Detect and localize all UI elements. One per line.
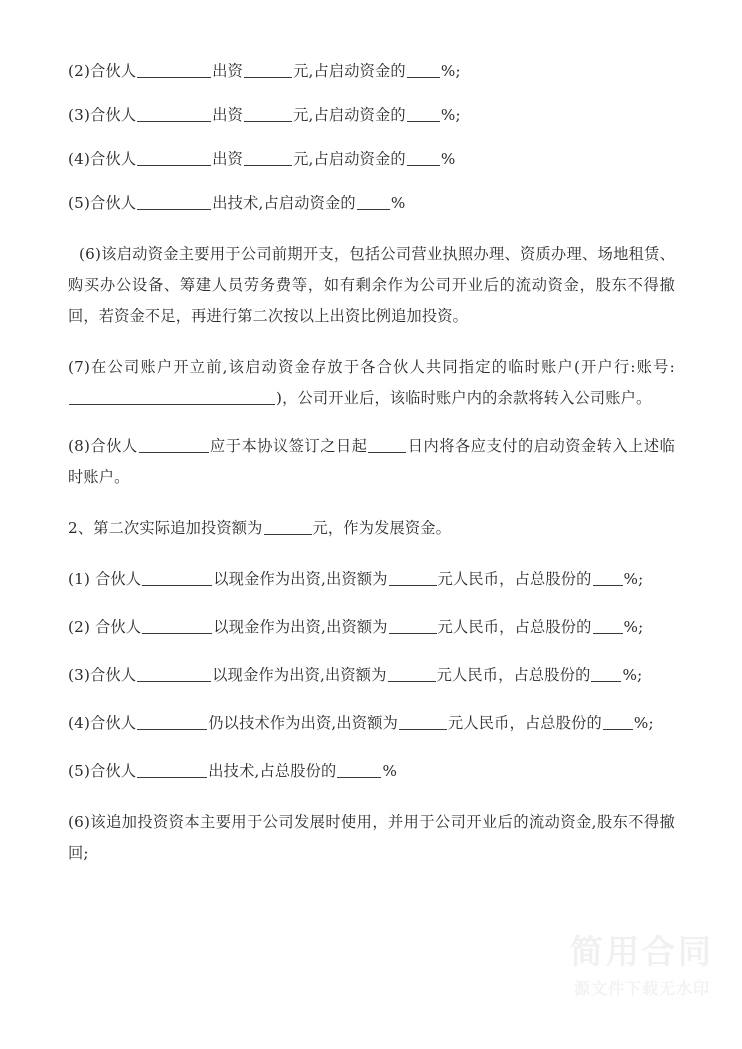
clause-text: %: [390, 194, 406, 212]
clause-item: [68, 612, 675, 643]
clause-marker: (4): [68, 714, 91, 732]
fill-blank-days[interactable]: [368, 437, 406, 453]
clause-text: 合伙人: [90, 666, 137, 684]
watermark-main-text: 简用合同: [570, 932, 714, 971]
clause-text: 以现金作为出资,出资额为: [213, 570, 388, 588]
clause-marker: (8): [68, 437, 91, 455]
clause-text: %;: [622, 666, 643, 684]
clause-text: 出技术,占总股份的: [208, 762, 337, 780]
clause-text: 合伙人: [90, 150, 137, 168]
clause-text: 元,占启动资金的: [293, 150, 406, 168]
clause-text: 元人民币，占总股份的: [447, 714, 602, 732]
clause-text: 元人民币，占总股份的: [436, 666, 591, 684]
fill-blank-amount[interactable]: [244, 150, 292, 166]
clause-text: 在公司账户开立前,该启动资金存放于各合伙人共同指定的临时账户(开户行:账号:: [90, 358, 675, 376]
fill-blank-percent[interactable]: [337, 762, 381, 778]
clause-text: 以现金作为出资,出资额为: [212, 666, 387, 684]
clause-text: 合伙人: [90, 714, 137, 732]
clause-text: %;: [440, 106, 461, 124]
fill-blank-amount[interactable]: [244, 106, 292, 122]
section-text: 元，作为发展资金。: [312, 519, 452, 537]
clause-item: [68, 56, 675, 87]
clause-text: 元人民币，占总股份的: [437, 570, 592, 588]
clause-item: [68, 188, 675, 219]
clause-marker: (2): [68, 62, 91, 80]
clause-text: %: [382, 762, 398, 780]
clause-text: 以现金作为出资,出资额为: [213, 618, 388, 636]
clause-text: 该启动资金主要用于公司前期开支，包括公司营业执照办理、资质办理、场地租赁、购买办公设备、筹建人员劳务费等，如有剩余作为公司开业后的流动资金，股东不得撤回，若资金不足，再进行第二次按以上出资比例追加投资。: [68, 245, 675, 325]
clause-marker: (3): [68, 666, 91, 684]
clause-marker: (6): [79, 245, 102, 263]
clause-text: %;: [633, 714, 654, 732]
clause-text: 元,占启动资金的: [293, 106, 406, 124]
fill-blank-partner-name[interactable]: [137, 62, 211, 78]
fill-blank-amount[interactable]: [399, 714, 447, 730]
clause-paragraph: [68, 431, 675, 493]
fill-blank-percent[interactable]: [593, 618, 623, 634]
clause-marker: (6): [68, 813, 91, 831]
clause-text: 合伙人: [90, 762, 137, 780]
clause-paragraph: [68, 807, 675, 869]
fill-blank-partner-name[interactable]: [137, 150, 211, 166]
clause-text: 合伙人: [90, 106, 137, 124]
clause-paragraph: [68, 352, 675, 414]
clause-paragraph: [68, 239, 675, 332]
clause-text: )，公司开业后，该临时账户内的余款将转入公司账户。: [276, 389, 652, 407]
fill-blank-amount[interactable]: [389, 570, 437, 586]
clause-item: [68, 756, 675, 787]
fill-blank-percent[interactable]: [593, 570, 623, 586]
clause-text: 合伙人: [95, 618, 142, 636]
clause-marker: (4): [68, 150, 91, 168]
section-text: 第二次实际追加投资额为: [93, 519, 263, 537]
clause-text: 出资: [212, 62, 244, 80]
clause-text: 合伙人: [95, 570, 142, 588]
clause-item: [68, 708, 675, 739]
fill-blank-amount[interactable]: [244, 62, 292, 78]
clause-marker: (3): [68, 106, 91, 124]
clause-marker: (7): [68, 358, 91, 376]
clause-text: 合伙人: [90, 437, 138, 455]
clause-marker: (5): [68, 194, 91, 212]
fill-blank-amount[interactable]: [264, 519, 312, 535]
clause-text: 合伙人: [90, 194, 137, 212]
section-heading-2: [68, 513, 675, 544]
clause-item: [68, 660, 675, 691]
fill-blank-percent[interactable]: [591, 666, 621, 682]
fill-blank-partner-name[interactable]: [137, 106, 211, 122]
clause-text: 元,占启动资金的: [293, 62, 406, 80]
fill-blank-partner-name[interactable]: [137, 666, 211, 682]
clause-text: %;: [623, 618, 644, 636]
fill-blank-percent[interactable]: [407, 62, 440, 78]
clause-item: [68, 144, 675, 175]
fill-blank-partner-name[interactable]: [137, 714, 207, 730]
clause-marker: (5): [68, 762, 91, 780]
document-body: [68, 56, 675, 869]
fill-blank-percent[interactable]: [603, 714, 633, 730]
fill-blank-partner-name[interactable]: [142, 618, 212, 634]
fill-blank-amount[interactable]: [388, 666, 436, 682]
fill-blank-percent[interactable]: [407, 106, 440, 122]
watermark-sub-text: 源文件下载无水印: [573, 979, 710, 998]
clause-text: 应于本协议签订之日起: [209, 437, 368, 455]
clause-marker: (1): [68, 570, 91, 588]
section-marker: 2、: [68, 519, 94, 537]
fill-blank-percent[interactable]: [407, 150, 440, 166]
fill-blank-account-number[interactable]: [69, 389, 275, 405]
clause-text: %;: [623, 570, 644, 588]
clause-text: 合伙人: [90, 62, 137, 80]
clause-text: 日内将各应支付的启动资金转入上述临时账户。: [68, 437, 676, 486]
clause-text: 仍以技术作为出资,出资额为: [208, 714, 398, 732]
fill-blank-partner-name[interactable]: [137, 762, 207, 778]
clause-item: [68, 100, 675, 131]
clause-text: 该追加投资资本主要用于公司发展时使用，并用于公司开业后的流动资金,股东不得撤回;: [68, 813, 675, 862]
clause-marker: (2): [68, 618, 91, 636]
fill-blank-partner-name[interactable]: [139, 437, 209, 453]
fill-blank-percent[interactable]: [357, 194, 390, 210]
clause-text: 出资: [212, 150, 244, 168]
clause-text: 元人民币，占总股份的: [437, 618, 592, 636]
clause-text: 出技术,占启动资金的: [212, 194, 356, 212]
fill-blank-partner-name[interactable]: [137, 194, 211, 210]
watermark: [570, 932, 714, 998]
clause-item: [68, 564, 675, 595]
clause-text: %;: [440, 62, 461, 80]
clause-text: 出资: [212, 106, 244, 124]
clause-text: %: [440, 150, 456, 168]
fill-blank-partner-name[interactable]: [142, 570, 212, 586]
fill-blank-amount[interactable]: [389, 618, 437, 634]
